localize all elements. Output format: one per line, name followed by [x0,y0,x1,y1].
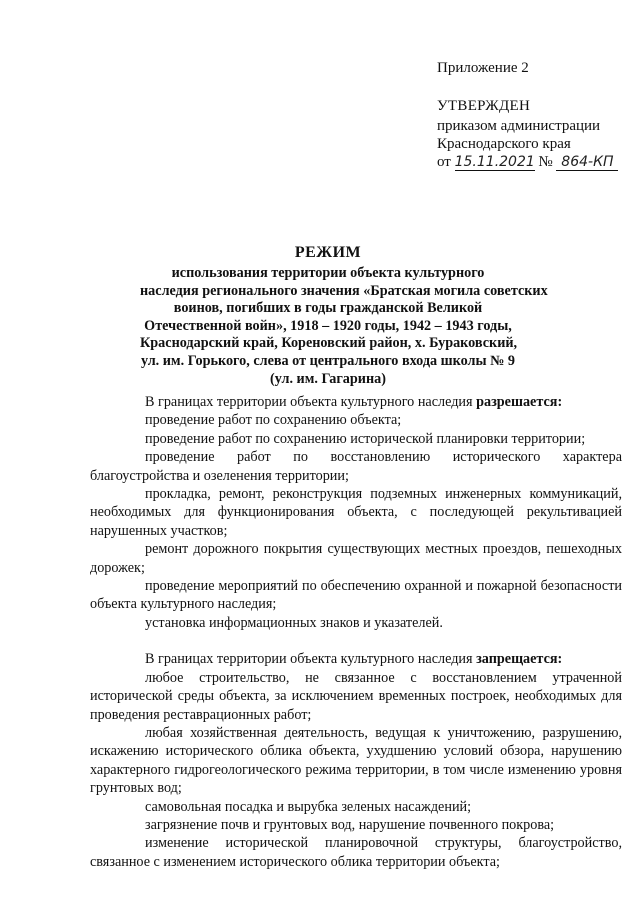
order-date-line [437,154,618,171]
document-body [90,393,622,871]
allowed-intro [90,393,622,411]
title-line: наследия регионального значения «Братская могила советских [140,282,548,299]
list-item: изменение исторической планировочной структуры, благоустройство, связанное с изменением исторического облика территории объекта; [90,835,622,870]
list-item: любое строительство, не связанное с восстановлением утраченной исторической среды объекта, за исключением временных построек, необходимых для проведения реставрационных работ; [90,669,622,723]
list-item: проведение работ по восстановлению исторического характера благоустройства и озеленения территории; [90,449,622,484]
list-item: любая хозяйственная деятельность, ведущая к уничтожению, разрушению, искажению исторического облика объекта, ухудшению условий обзора, нарушению характерного гидрогеологического режима территории, в том числе изменению уровня грунтовых вод; [90,724,622,797]
allowed-keyword: разрешается: [476,394,563,410]
list-item: проведение работ по сохранению исторической планировки территории; [145,430,586,447]
title-line: Отечественной войн», 1918 – 1920 годы, 1942 – 1943 годы, [144,317,512,334]
title-line: воинов, погибших в годы гражданской Великой [173,300,483,317]
list-item: прокладка, ремонт, реконструкция подземных инженерных коммуникаций, необходимых для функционирования объекта, с последующей рекультивацией нарушенных участков; [90,486,622,539]
list-item: ремонт дорожного покрытия существующих местных проездов, пешеходных дорожек; [90,541,622,576]
forbidden-intro-text: В границах территории объекта культурного наследия [145,651,473,668]
list-item: загрязнение почв и грунтовых вод, нарушение почвенного покрова; [145,816,555,833]
title-line: ул. им. Горького, слева от центрального входа школы № 9 [140,352,516,369]
title-line: (ул. им. Гагарина) [270,370,386,387]
date-prefix: от [437,154,451,170]
allowed-intro-text: В границах территории объекта культурного наследия [145,394,473,410]
forbidden-keyword: запрещается: [476,651,563,668]
order-line-2: Краснодарского края [437,136,571,152]
title-line: использования территории объекта культурного [171,265,485,281]
list-item: проведение мероприятий по обеспечению охранной и пожарной безопасности объекта культурного наследия; [90,578,622,613]
section-gap [90,632,622,650]
handwritten-date: 15.11.2021 [454,154,535,170]
order-line-1: приказом администрации [437,118,601,134]
number-prefix: № [538,154,553,170]
list-item: проведение работ по сохранению объекта; [145,412,402,429]
list-item: установка информационных знаков и указателей. [145,614,443,631]
handwritten-number: 864-КП [556,154,618,171]
appendix-label: Приложение 2 [437,60,529,76]
list-item: самовольная посадка и вырубка зеленых насаждений; [145,798,472,815]
forbidden-intro [90,650,622,668]
document-title: РЕЖИМ [294,244,362,261]
title-line: Краснодарский край, Кореновский район, х. Бураковский, [140,335,518,352]
title-block [140,244,548,388]
approved-label: УТВЕРЖДЕН [437,98,531,114]
